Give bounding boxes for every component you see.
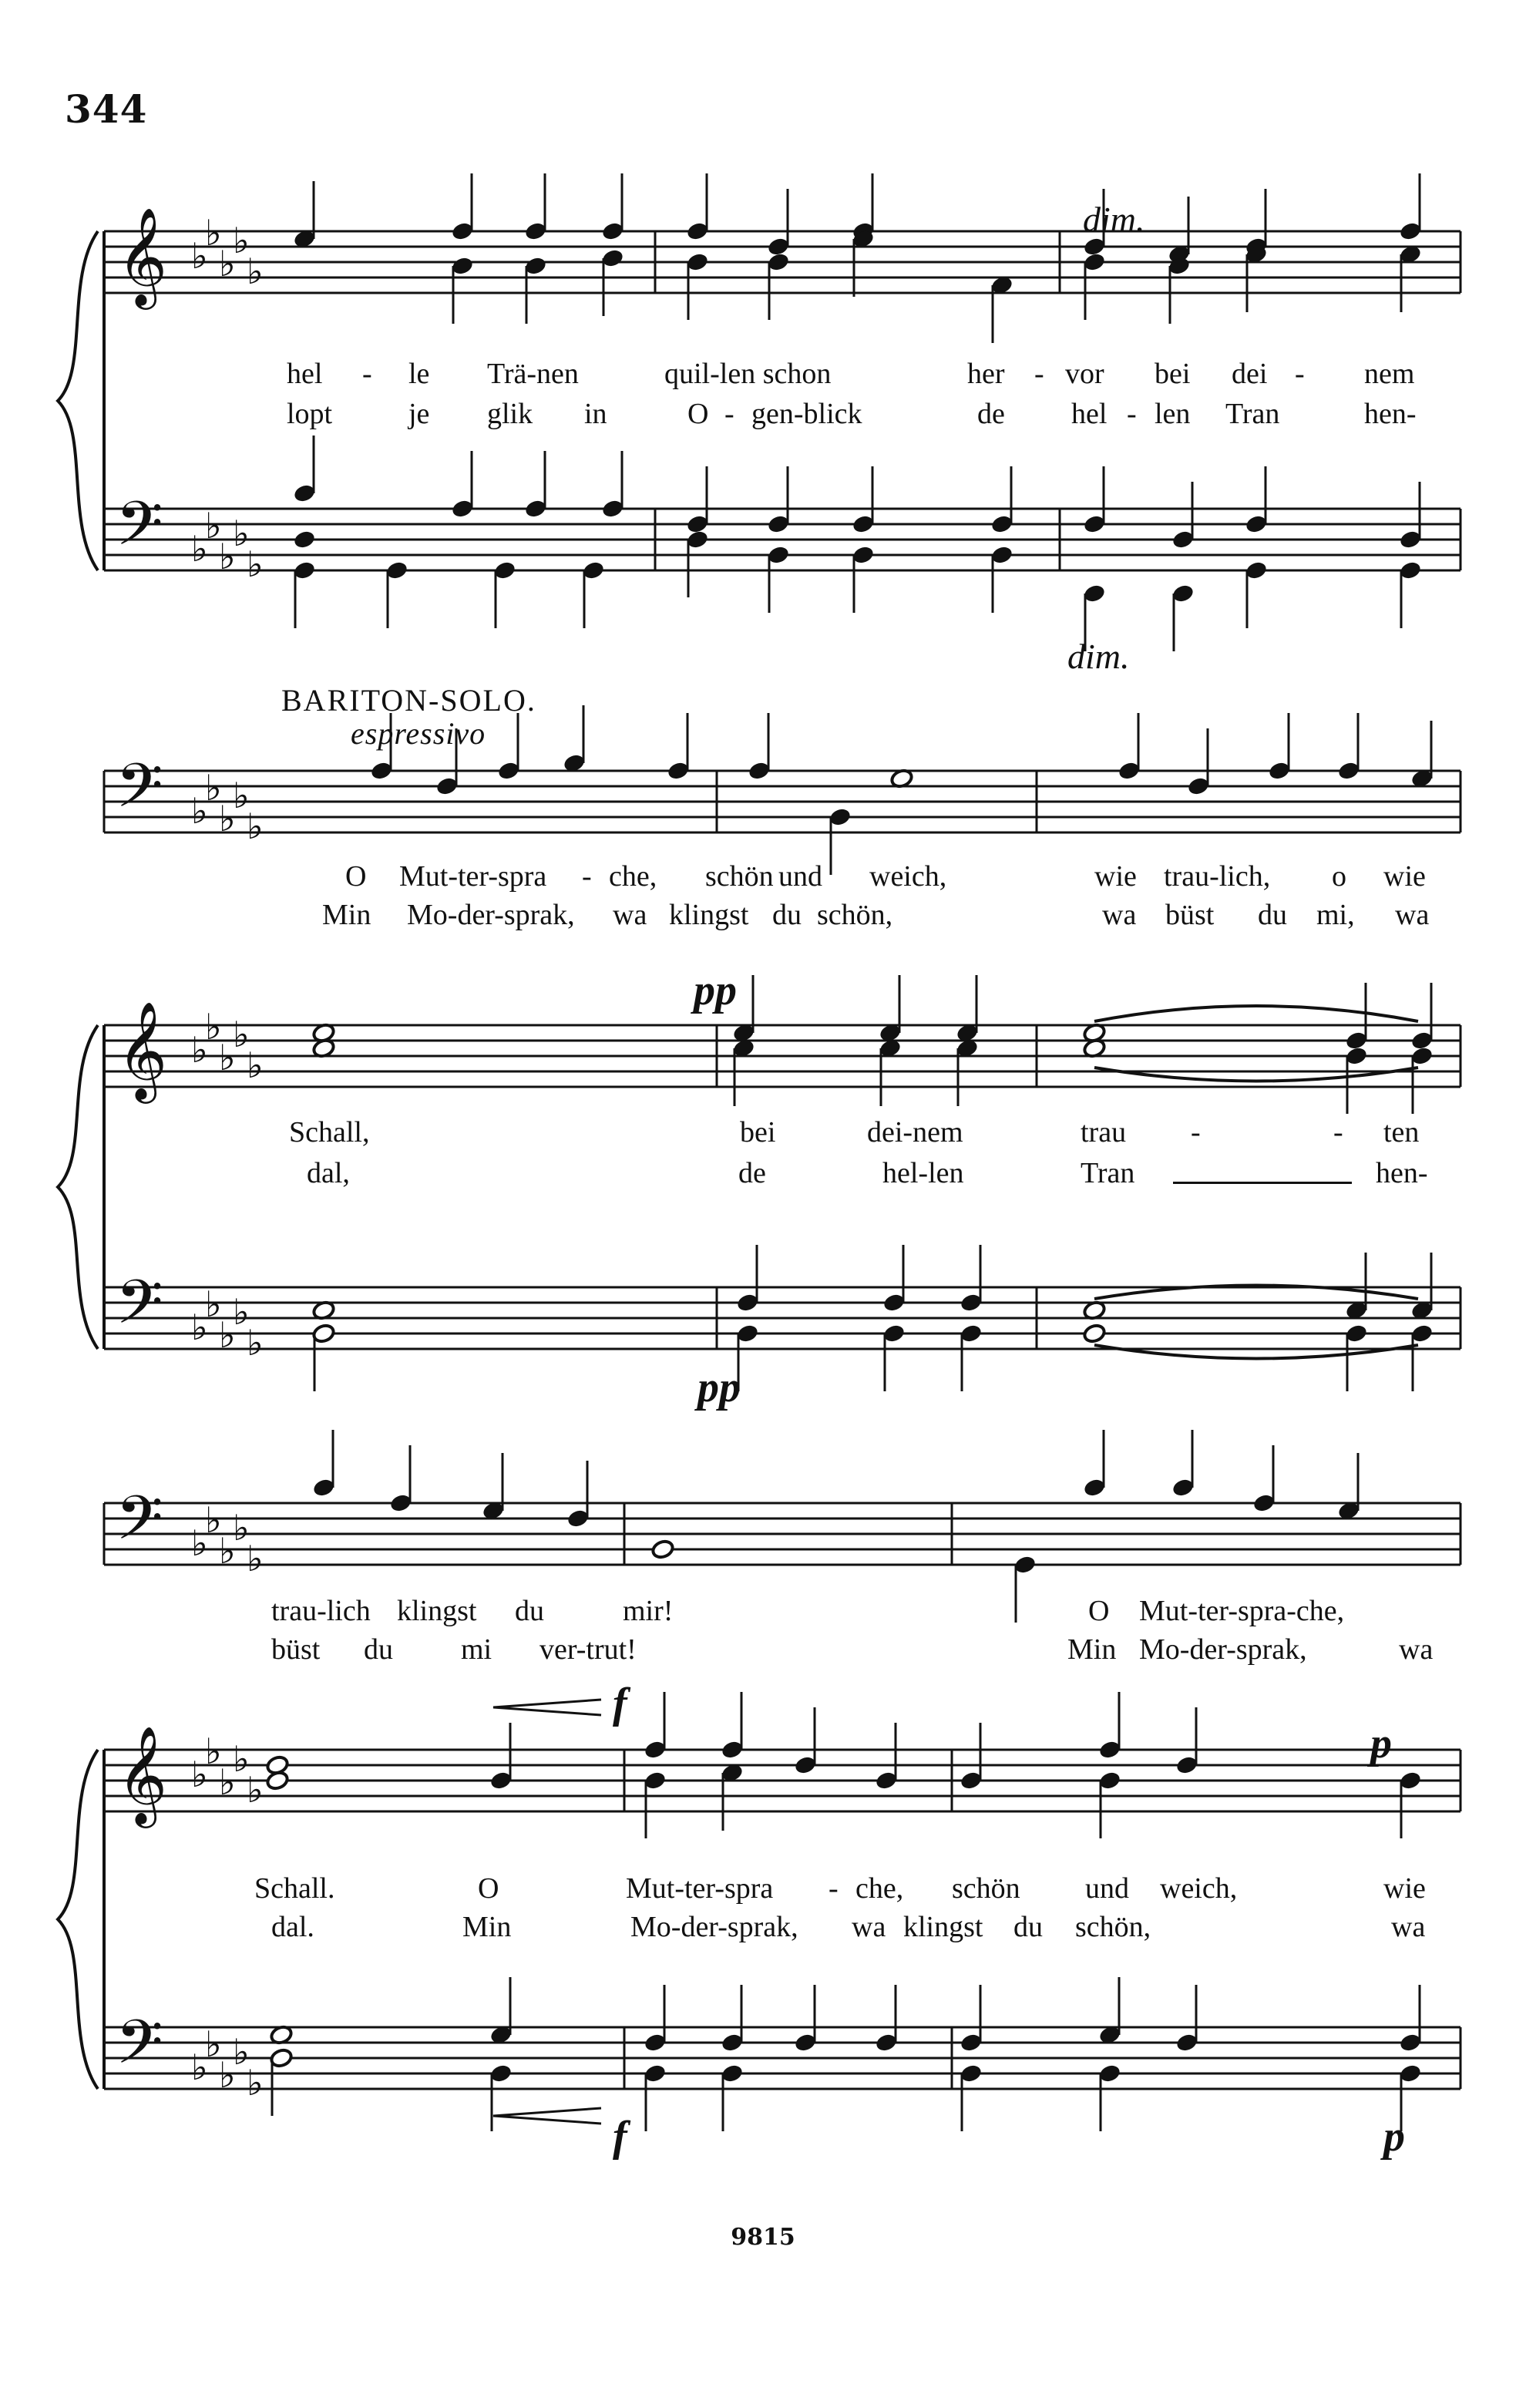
note-head (489, 1977, 513, 2046)
note-head (851, 466, 875, 535)
lyric-syllable: - (829, 1872, 839, 1905)
lyric-syllable: Schall. (254, 1872, 335, 1905)
note-head (882, 1323, 906, 1391)
catalog-number: 9815 (731, 2224, 795, 2251)
note-head (793, 1985, 817, 2053)
note-head (1398, 1770, 1422, 1838)
note-head (643, 1692, 667, 1761)
f-marking-lower: f (613, 2113, 627, 2161)
note-head (666, 713, 690, 782)
lyric-syllable: O (687, 398, 709, 430)
flat-icon: ♭ (205, 2023, 222, 2065)
flat-icon: ♭ (205, 767, 222, 809)
flat-icon: ♭ (247, 2062, 264, 2104)
lyric-syllable: Mut-ter-spra (626, 1872, 774, 1905)
flat-icon: ♭ (219, 2054, 236, 2096)
lyric-syllable: le (408, 358, 430, 390)
bass-clef-icon: 𝄢 (116, 1482, 163, 1569)
bass-clef-icon: 𝄢 (116, 2006, 163, 2093)
lyric-syllable: wa (1395, 899, 1430, 931)
flat-icon: ♭ (191, 790, 208, 832)
lyric-syllable: che, (609, 860, 657, 893)
flat-icon: ♭ (219, 1314, 236, 1356)
flat-icon: ♭ (233, 1507, 250, 1549)
flat-icon: ♭ (233, 775, 250, 816)
lyric-syllable: in (584, 398, 607, 430)
lyric-syllable: hel (1071, 398, 1108, 430)
note-head (766, 544, 790, 613)
note-head (385, 560, 408, 628)
lyric-syllable: schön (952, 1872, 1020, 1905)
flat-icon: ♭ (233, 220, 250, 261)
note-head (1082, 1323, 1106, 1344)
lyric-syllable: wie (1383, 1872, 1426, 1905)
note-head (1252, 1445, 1276, 1514)
note-head (959, 1723, 983, 1791)
flat-icon: ♭ (205, 1499, 222, 1541)
note-head (959, 1245, 983, 1313)
note-head (450, 173, 474, 242)
lyric-syllable: wa (1399, 1633, 1434, 1666)
note-head (489, 2063, 513, 2131)
note-head (1175, 1707, 1198, 1776)
flat-icon: ♭ (205, 1006, 222, 1048)
flat-icon: ♭ (205, 212, 222, 254)
flat-icon: ♭ (219, 243, 236, 284)
note-head (643, 2063, 667, 2131)
lyric-syllable: weich, (869, 860, 947, 893)
note-head (523, 255, 547, 324)
note-head (1082, 1430, 1106, 1498)
note-head (685, 173, 709, 242)
lyric-syllable: büst (271, 1633, 321, 1666)
lyric-syllable: trau-lich (271, 1595, 371, 1627)
note-head (562, 705, 586, 774)
flat-icon: ♭ (247, 805, 264, 847)
lyric-syllable: Mo-der-sprak, (1139, 1633, 1307, 1666)
lyric-syllable: bei (1155, 358, 1191, 390)
note-head (685, 466, 709, 535)
note-head (600, 173, 624, 242)
note-head (1344, 1045, 1368, 1114)
lyric-syllable: mi, (1316, 899, 1355, 931)
lyric-syllable: lopt (287, 398, 333, 430)
note-head (1244, 560, 1268, 628)
note-head (311, 1323, 335, 1391)
lyric-syllable: und (1085, 1872, 1129, 1905)
lyric-extender-line (1173, 1182, 1352, 1184)
note-head (959, 1323, 983, 1391)
lyric-syllable: O (345, 860, 367, 893)
flat-icon: ♭ (247, 251, 264, 292)
lyric-syllable: wie (1094, 860, 1137, 893)
lyric-syllable: schön (705, 860, 774, 893)
lyric-syllable: klingst (669, 899, 749, 931)
lyric-syllable: hen- (1364, 398, 1417, 430)
dim-marking-bottom: dim. (1067, 637, 1130, 676)
note-head (766, 251, 790, 320)
note-head (1344, 1323, 1368, 1391)
note-head (1097, 1770, 1121, 1838)
staff (104, 1025, 1460, 1087)
lyric-syllable: ver-trut! (539, 1633, 637, 1666)
flat-icon: ♭ (219, 798, 236, 839)
flat-icon: ♭ (191, 2046, 208, 2088)
note-head (1186, 728, 1210, 797)
note-head (643, 1985, 667, 2053)
note-head (1410, 1323, 1434, 1391)
note-head (720, 2063, 744, 2131)
flat-icon: ♭ (247, 1769, 264, 1811)
bass-clef-icon: 𝄢 (116, 488, 163, 574)
lyric-syllable: Schall, (289, 1116, 370, 1149)
note-head (1398, 560, 1422, 628)
note-head (1167, 255, 1191, 324)
lyric-syllable: je (408, 398, 430, 430)
dim-marking-top: dim. (1083, 200, 1145, 239)
crescendo-hairpin (493, 1700, 601, 1715)
lyric-syllable: her (967, 358, 1005, 390)
flat-icon: ♭ (191, 1307, 208, 1348)
flat-icon: ♭ (247, 1538, 264, 1579)
lyric-syllable: Mo-der-sprak, (407, 899, 575, 931)
lyric-syllable: - (1034, 358, 1044, 390)
note-head (720, 1985, 744, 2053)
note-head (747, 713, 771, 782)
note-head (955, 975, 979, 1044)
lyric-syllable: - (1127, 398, 1137, 430)
flat-icon: ♭ (219, 1761, 236, 1803)
lyric-syllable: klingst (397, 1595, 477, 1627)
flat-icon: ♭ (191, 1029, 208, 1071)
f-marking-upper: f (613, 1680, 627, 1727)
flat-icon: ♭ (247, 543, 264, 585)
lyric-syllable: hel-len (882, 1157, 964, 1189)
flat-icon: ♭ (233, 1014, 250, 1055)
note-head (496, 713, 520, 782)
system-bracket (58, 231, 104, 2089)
note-head (566, 1461, 590, 1529)
lyric-syllable: wa (1102, 899, 1137, 931)
note-head (990, 274, 1013, 343)
note-head (959, 2063, 983, 2131)
note-head (292, 529, 316, 550)
note-head (450, 255, 474, 324)
note-head (600, 247, 624, 316)
espressivo-marking: espressivo (351, 716, 486, 751)
flat-icon: ♭ (233, 2031, 250, 2073)
note-head (1244, 466, 1268, 535)
flat-icon: ♭ (205, 1283, 222, 1325)
staff (104, 1503, 1460, 1565)
note-head (1410, 1045, 1434, 1114)
lyric-syllable: - (1295, 358, 1305, 390)
lyric-syllable: - (362, 358, 372, 390)
lyric-syllable: büst (1165, 899, 1215, 931)
staff (104, 2027, 1460, 2089)
note-head (766, 189, 790, 257)
note-head (990, 544, 1013, 613)
lyric-syllable: len (1155, 398, 1191, 430)
lyric-syllable: - (582, 860, 592, 893)
lyric-syllable: schön, (817, 899, 893, 931)
lyric-syllable: hen- (1376, 1157, 1428, 1189)
note-head (874, 1985, 898, 2053)
flat-icon: ♭ (205, 505, 222, 547)
lyric-syllable: ten (1383, 1116, 1420, 1149)
lyric-syllable: dei-nem (867, 1116, 963, 1149)
staff (104, 771, 1460, 832)
lyric-syllable: Tran (1225, 398, 1280, 430)
lyric-syllable: Tran (1081, 1157, 1135, 1189)
lyric-syllable: Trä-nen (487, 358, 579, 390)
lyric-syllable: trau-lich, (1164, 860, 1271, 893)
note-head (1344, 983, 1368, 1051)
staff (104, 1750, 1460, 1811)
bass-clef-icon: 𝄢 (116, 1266, 163, 1353)
lyric-syllable: - (1333, 1116, 1343, 1149)
note-head (481, 1453, 505, 1522)
note-head (1398, 173, 1422, 242)
lyric-syllable: du (772, 899, 802, 931)
note-head (523, 451, 547, 520)
lyric-syllable: dal, (307, 1157, 350, 1189)
bass-clef-icon: 𝄢 (116, 750, 163, 836)
lyric-syllable: weich, (1160, 1872, 1238, 1905)
note-head (959, 1985, 983, 2053)
flat-icon: ♭ (247, 1044, 264, 1086)
lyric-syllable: - (1191, 1116, 1201, 1149)
lyric-syllable: wa (852, 1911, 886, 1943)
note-head (600, 451, 624, 520)
flat-icon: ♭ (233, 513, 250, 554)
p-marking-lower: p (1383, 2113, 1405, 2161)
pp-marking-lower: pp (697, 1364, 741, 1411)
note-head (1082, 466, 1106, 535)
lyric-syllable: du (515, 1595, 544, 1627)
flat-icon: ♭ (191, 1522, 208, 1564)
note-head (720, 1692, 744, 1761)
note-head (1398, 1985, 1422, 2053)
lyric-syllable: vor (1065, 358, 1104, 390)
note-head (1171, 482, 1195, 550)
treble-clef-icon: 𝄞 (117, 207, 168, 305)
note-head (878, 975, 902, 1044)
flat-icon: ♭ (219, 1037, 236, 1078)
note-head (1117, 713, 1141, 782)
crescendo-hairpin (493, 2108, 601, 2124)
note-head (643, 1770, 667, 1838)
lyric-syllable: quil-len schon (664, 358, 832, 390)
lyric-syllable: mi (461, 1633, 492, 1666)
note-head (874, 1723, 898, 1791)
note-head (1267, 713, 1291, 782)
lyric-syllable: dal. (271, 1911, 314, 1943)
lyric-syllable: du (364, 1633, 393, 1666)
note-head (1171, 583, 1195, 651)
lyric-syllable: wa (613, 899, 647, 931)
note-head (1336, 713, 1360, 782)
note-head (685, 251, 709, 320)
note-head (292, 436, 316, 504)
bariton-solo-label: BARITON-SOLO. (281, 683, 536, 718)
note-head (1097, 1692, 1121, 1761)
lyric-syllable: de (738, 1157, 766, 1189)
flat-icon: ♭ (247, 1322, 264, 1364)
lyric-syllable: wa (1391, 1911, 1426, 1943)
flat-icon: ♭ (191, 528, 208, 570)
lyric-syllable: hel (287, 358, 323, 390)
lyric-syllable: Min (462, 1911, 512, 1943)
note-head (1398, 482, 1422, 550)
lyric-syllable: de (977, 398, 1005, 430)
note-head (450, 451, 474, 520)
lyric-syllable: dei (1232, 358, 1268, 390)
note-head (1097, 2063, 1121, 2131)
flat-icon: ♭ (191, 235, 208, 277)
note-head (650, 1539, 674, 1559)
note-head (388, 1445, 412, 1514)
lyric-syllable: und (778, 860, 822, 893)
note-head (1082, 251, 1106, 320)
lyric-syllable: Min (1067, 1633, 1117, 1666)
treble-clef-icon: 𝄞 (117, 1001, 168, 1099)
lyric-syllable: Mut-ter-spra-che, (1139, 1595, 1345, 1627)
lyric-syllable: O (478, 1872, 499, 1905)
tie-curve (1094, 1006, 1418, 1021)
lyric-syllable: O (1088, 1595, 1110, 1627)
flat-icon: ♭ (219, 536, 236, 577)
note-head (292, 560, 316, 628)
page-number: 344 (65, 86, 148, 132)
note-head (1171, 1430, 1195, 1498)
note-head (1097, 1977, 1121, 2046)
lyric-syllable: Min (322, 899, 371, 931)
note-head (990, 466, 1013, 535)
lyric-syllable: o (1332, 860, 1346, 893)
flat-icon: ♭ (219, 1530, 236, 1572)
note-head (311, 1430, 335, 1498)
note-head (269, 2047, 293, 2116)
lyric-syllable: schön, (1075, 1911, 1151, 1943)
lyric-syllable: trau (1081, 1116, 1127, 1149)
note-head (265, 1770, 289, 1791)
note-head (793, 1707, 817, 1776)
note-head (292, 181, 316, 250)
flat-icon: ♭ (233, 1738, 250, 1780)
lyric-syllable: glik (487, 398, 533, 430)
note-head (766, 466, 790, 535)
note-head (851, 544, 875, 613)
flat-icon: ♭ (205, 1730, 222, 1772)
note-head (489, 1723, 513, 1791)
note-head (1336, 1453, 1360, 1522)
note-head (581, 560, 605, 628)
treble-clef-icon: 𝄞 (117, 1725, 168, 1824)
lyric-syllable: du (1258, 899, 1287, 931)
lyric-syllable: klingst (903, 1911, 983, 1943)
note-head (735, 1245, 759, 1313)
lyric-syllable: - (724, 398, 734, 430)
lyric-syllable: bei (740, 1116, 776, 1149)
tie-curve (1094, 1068, 1418, 1081)
tie-curve (1094, 1345, 1418, 1359)
flat-icon: ♭ (191, 1754, 208, 1795)
flat-icon: ♭ (233, 1291, 250, 1333)
note-head (492, 560, 516, 628)
note-head (523, 173, 547, 242)
note-head (828, 806, 852, 875)
lyric-syllable: du (1013, 1911, 1043, 1943)
lyric-syllable: nem (1364, 358, 1415, 390)
note-head (685, 529, 709, 597)
note-head (882, 1245, 906, 1313)
lyric-syllable: che, (855, 1872, 904, 1905)
lyric-syllable: wie (1383, 860, 1426, 893)
note-head (1410, 721, 1434, 789)
note-head (1013, 1554, 1037, 1623)
lyric-syllable: Mo-der-sprak, (630, 1911, 798, 1943)
p-marking-upper: p (1370, 1720, 1392, 1767)
note-head (1410, 983, 1434, 1051)
lyric-syllable: mir! (623, 1595, 674, 1627)
lyric-syllable: Mut-ter-spra (399, 860, 547, 893)
staff (104, 1287, 1460, 1349)
pp-marking-upper: pp (694, 967, 737, 1014)
lyric-syllable: gen-blick (751, 398, 862, 430)
note-head (1175, 1985, 1198, 2053)
